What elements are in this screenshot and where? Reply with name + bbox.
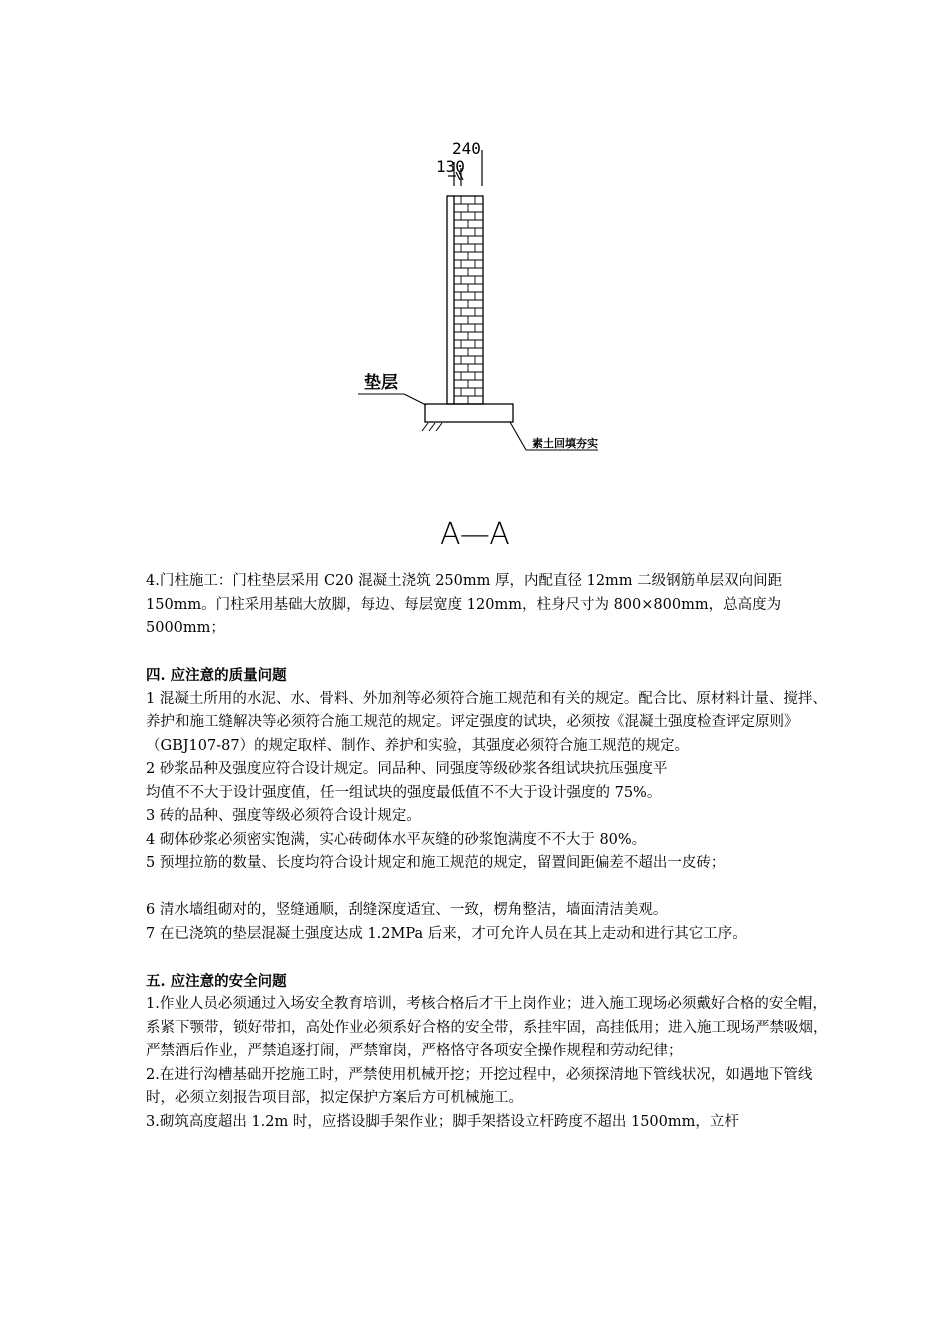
ground-hatch xyxy=(422,423,442,431)
safety-heading: 五. 应注意的安全问题 xyxy=(146,972,287,990)
quality-item-2b: 均值不不大于设计强度值，任一组试块的强度最低值不不大于设计强度的 75%。 xyxy=(146,784,662,801)
quality-item-7: 7 在已浇筑的垫层混凝土强度达成 1.2MPa 后来，才可允许人员在其上走动和进行其它工序。 xyxy=(146,925,747,942)
wall-section-svg xyxy=(340,130,630,560)
dim-total-label: 240 xyxy=(452,139,481,158)
safety-item-1: 1.作业人员必须通过入场安全教育培训，考核合格后才干上岗作业；进入施工现场必须戴好合格的安全帽，系紧下颚带，锁好带扣，高处作业必须系好合格的安全带，系挂牢固，高挂低用；进入施工现场严禁吸烟，严禁酒后作业，严禁追逐打闹，严禁窜岗，严格恪守各项安全操作规程和劳动纪律； xyxy=(146,996,828,1059)
section4-paragraph: 4.门柱施工：门柱垫层采用 C20 混凝土浇筑 250mm 厚，内配直径 12mm 二级钢筋单层双向间距 150mm。门柱采用基础大放脚，每边、每层宽度 120mm，柱身尺寸为 800×800mm，总高度为 5000mm； xyxy=(146,573,783,636)
safety-item-3: 3.砌筑高度超出 1.2m 时，应搭设脚手架作业；脚手架搭设立杆跨度不超出 1500mm，立杆 xyxy=(146,1113,739,1130)
safety-item-2: 2.在进行沟槽基础开挖施工时，严禁使用机械开挖；开挖过程中，必须探清地下管线状况，如遇地下管线时，必须立刻报告项目部，拟定保护方案后方可机械施工。 xyxy=(146,1066,813,1106)
quality-item-5: 5 预埋拉筋的数量、长度均符合设计规定和施工规范的规定，留置间距偏差不超出一皮砖； xyxy=(146,855,726,871)
quality-item-3: 3 砖的品种、强度等级必须符合设计规定。 xyxy=(146,808,421,824)
quality-item-6: 6 清水墙组砌对的，竖缝通顺，刮缝深度适宜、一致，楞角整洁，墙面清洁美观。 xyxy=(146,902,668,918)
section-label: A—A xyxy=(440,517,510,552)
document-body xyxy=(146,570,836,1134)
section-drawing xyxy=(340,130,630,560)
quality-item-1: 1 混凝土所用的水泥、水、骨料、外加剂等必须符合施工规范和有关的规定。配合比、原材料计量、搅拌、养护和施工缝解决等必须符合施工规范的规定。评定强度的试块，必须按《混凝土强度检查评定原则》（GBJ107-87）的规定取样、制作、养护和实验，其强度必须符合施工规范的规定。 xyxy=(146,690,827,754)
quality-item-2a: 2 砂浆品种及强度应符合设计规定。同品种、同强度等级砂浆各组试块抗压强度平 xyxy=(146,761,668,777)
backfill-label: 素土回填夯实 xyxy=(532,437,598,450)
quality-heading: 四. 应注意的质量问题 xyxy=(146,667,287,684)
bedding-label: 垫层 xyxy=(364,373,398,393)
brick-pattern xyxy=(454,196,483,404)
quality-item-4: 4 砌体砂浆必须密实饱满，实心砖砌体水平灰缝的砂浆饱满度不不大于 80%。 xyxy=(146,831,647,848)
dim-inner-label: 130 xyxy=(436,157,465,176)
footing-outline xyxy=(425,404,513,422)
